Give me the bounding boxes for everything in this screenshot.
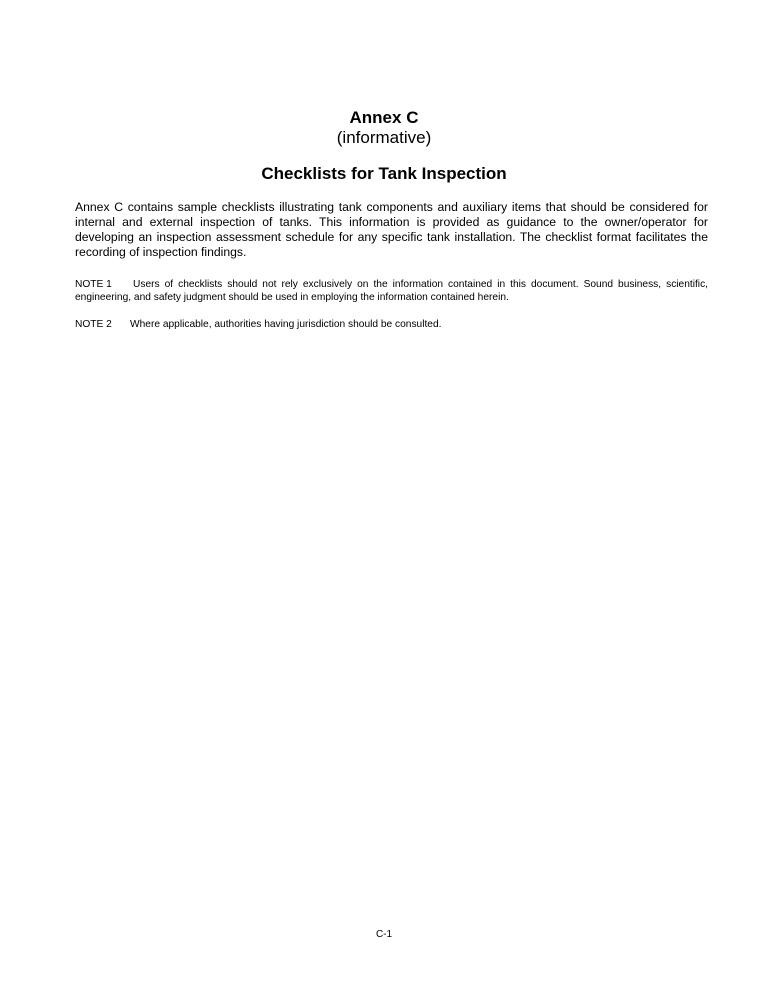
page-number: C-1: [375, 929, 393, 940]
annex-subtitle: (informative): [336, 128, 432, 147]
note-1-label: NOTE 1: [75, 279, 112, 290]
note-2-text: Where applicable, authorities having jurisdiction should be consulted.: [130, 319, 442, 330]
note-2-label: NOTE 2: [75, 319, 112, 330]
note-1: [75, 278, 708, 304]
note-1-text: Users of checklists should not rely exclusively on the information contained in this document. Sound business, scientific, engineering, and safety judgment should be used in employing the information contained herein.: [75, 279, 708, 303]
annex-title: Annex C: [349, 108, 419, 127]
section-title: Checklists for Tank Inspection: [261, 164, 507, 183]
intro-paragraph: Annex C contains sample checklists illustrating tank components and auxiliary items that should be considered for internal and external inspection of tanks. This information is provided as guidance to the owner/operator for developing an inspection assessment schedule for any specific tank installation. The checklist format facilitates the recording of inspection findings.: [75, 200, 708, 259]
note-2: [75, 318, 708, 331]
